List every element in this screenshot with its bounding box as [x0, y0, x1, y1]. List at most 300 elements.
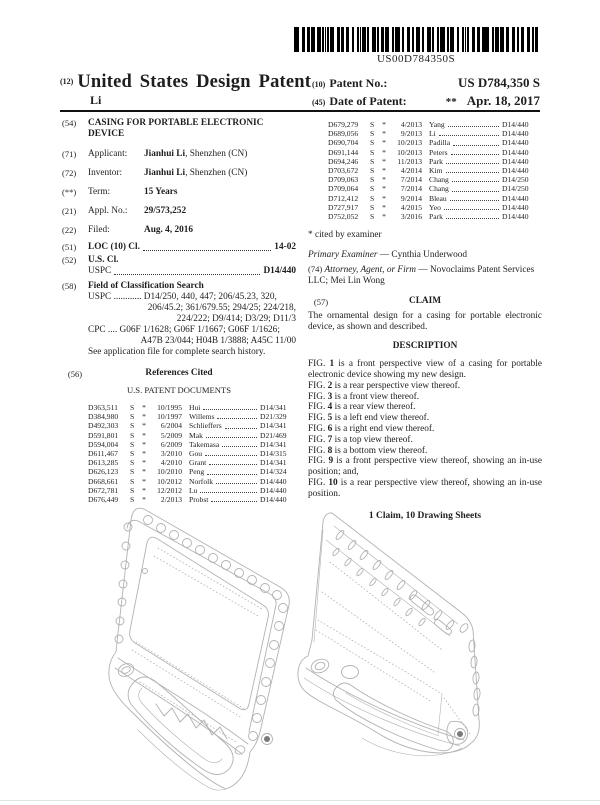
- ref-inventor-name: Chang: [429, 175, 449, 185]
- appl-no-value: 29/573,252: [144, 206, 187, 216]
- ref-patent-number: D679,279: [328, 120, 359, 129]
- fig-prefix: FIG.: [308, 359, 326, 370]
- applicant-location: , Shenzhen (CN): [185, 149, 248, 159]
- field-uspc-line1: USPC ............ D14/250, 440, 447; 206/45.23, 320,: [88, 292, 277, 302]
- fig-number: 5: [327, 413, 333, 424]
- field-num-22: (22): [62, 225, 77, 235]
- fig-prefix: FIG.: [308, 391, 326, 402]
- ref-date: 6/2009: [160, 439, 182, 449]
- ref-inventor-name: Padilla: [429, 138, 451, 148]
- reference-row: [328, 184, 538, 193]
- ref-classification: D21/469: [260, 430, 287, 440]
- ref-date: 9/2013: [400, 129, 422, 139]
- dot-leader: [225, 428, 257, 429]
- field-num-74: (74): [308, 264, 323, 275]
- ref-examiner-star: *: [382, 138, 386, 148]
- field-cpc-line1: CPC .... G06F 1/1628; G06F 1/1667; G06F 1/1626;: [88, 325, 280, 335]
- ref-inventor-name: Park: [429, 212, 443, 222]
- claims-sheets-note: 1 Claim, 10 Drawing Sheets: [368, 510, 482, 521]
- description-heading: DESCRIPTION: [392, 341, 458, 352]
- fig-text: is a rear perspective view thereof.: [334, 380, 461, 391]
- filed-value: Aug. 4, 2016: [144, 225, 194, 235]
- ref-date: 7/2014: [400, 184, 422, 194]
- ref-kind-code: S: [370, 138, 375, 148]
- attorney-name: Novoclaims Patent Services LLC; Mei Lin Wong: [308, 265, 535, 287]
- ref-examiner-star: *: [382, 193, 386, 203]
- field-search-label: Field of Classification Search: [88, 281, 204, 291]
- inventor-name: Jianhui Li: [144, 168, 186, 178]
- dot-leader: [451, 154, 499, 155]
- ref-classification: D14/250: [502, 184, 529, 194]
- fig-number: 3: [327, 391, 333, 402]
- right-column: [308, 118, 542, 522]
- dot-leader: [209, 464, 257, 465]
- ref-kind-code: S: [370, 120, 375, 129]
- ref-date: 6/2004: [160, 421, 182, 431]
- ref-examiner-star: *: [142, 458, 146, 468]
- ref-examiner-star: *: [142, 421, 146, 431]
- fig-prefix: FIG.: [308, 424, 326, 435]
- dot-leader: [205, 455, 257, 456]
- date-of-patent-label: Date of Patent:: [329, 94, 407, 108]
- section-number-45: (45): [312, 98, 326, 107]
- ref-kind-code: S: [130, 495, 135, 505]
- ref-patent-number: D709,064: [328, 184, 359, 194]
- ref-kind-code: S: [130, 467, 135, 477]
- ref-examiner-star: *: [382, 212, 386, 222]
- ref-examiner-star: *: [382, 147, 386, 157]
- ref-date: 10/2010: [157, 467, 182, 477]
- ref-patent-number: D709,063: [328, 175, 359, 185]
- primary-examiner-label: Primary Examiner: [308, 250, 378, 261]
- figure-description-line: [308, 424, 542, 435]
- ref-patent-number: D727,917: [328, 202, 359, 212]
- field-num-71: (71): [62, 149, 77, 159]
- field-appl-no: [62, 206, 296, 217]
- field-num-57: (57): [313, 297, 329, 308]
- ref-examiner-star: *: [382, 129, 386, 139]
- inventor-location: , Shenzhen (CN): [185, 168, 248, 178]
- field-loc-class: [62, 242, 296, 253]
- ref-kind-code: S: [130, 412, 135, 422]
- claim-text: The ornamental design for a casing for portable electronic device, as shown and described.: [308, 311, 542, 333]
- ref-patent-number: D691,144: [328, 147, 359, 157]
- ref-inventor-name: Yeo: [429, 202, 441, 212]
- ref-classification: D14/440: [260, 495, 287, 505]
- ref-date: 10/2013: [397, 147, 422, 157]
- dot-leader: [446, 218, 499, 219]
- ref-kind-code: S: [370, 193, 375, 203]
- uspc-value: D14/440: [263, 266, 296, 276]
- figure-1-svg: [100, 492, 312, 800]
- ref-examiner-star: *: [142, 476, 146, 486]
- dot-leader: [207, 474, 257, 475]
- ref-date: 3/2016: [400, 212, 422, 222]
- field-num-72: (72): [62, 168, 77, 178]
- fig-number: 10: [328, 478, 338, 488]
- fig-prefix: FIG.: [308, 380, 326, 391]
- fig-number: 6: [327, 424, 333, 435]
- ref-date: 10/2012: [157, 476, 182, 486]
- reference-row: [88, 403, 296, 412]
- field-us-class: [62, 255, 296, 277]
- ref-inventor-name: Gou: [189, 449, 203, 459]
- ref-date: 9/2014: [400, 193, 422, 203]
- term-value: 15 Years: [144, 187, 178, 197]
- field-num-58: (58): [62, 281, 77, 291]
- reference-row: [328, 148, 538, 157]
- ref-kind-code: S: [130, 421, 135, 431]
- reference-row: [328, 120, 538, 129]
- ref-classification: D14/440: [502, 147, 529, 157]
- attorney-label: Attorney, Agent, or Firm: [324, 265, 416, 276]
- references-cited-heading: [62, 368, 296, 379]
- figure-1-front-perspective-drawing: [100, 492, 312, 805]
- fig-text: is a rear view thereof.: [334, 402, 416, 413]
- inventor-surname: Li: [90, 93, 102, 107]
- us-patent-documents-subheading: U.S. PATENT DOCUMENTS: [126, 385, 232, 395]
- ref-patent-number: D492,303: [88, 421, 119, 431]
- figure-description-line: [308, 446, 542, 457]
- field-num-54: (54): [62, 118, 77, 128]
- ref-classification: D14/440: [502, 166, 529, 176]
- ref-kind-code: S: [130, 430, 135, 440]
- field-num-51: (51): [62, 242, 77, 252]
- dot-leader: [216, 483, 257, 484]
- applicant-label: Applicant:: [88, 149, 128, 159]
- references-table-right: [328, 120, 538, 221]
- ref-inventor-name: Takemasa: [189, 439, 220, 449]
- ref-patent-number: D613,285: [88, 458, 119, 468]
- field-term: [62, 187, 296, 198]
- ref-patent-number: D626,123: [88, 467, 119, 477]
- primary-examiner-line: [308, 250, 542, 261]
- field-uspc-line2: 206/45.2; 361/679.55; 294/25; 224/218,: [147, 303, 296, 313]
- figure-description-line: [308, 359, 542, 381]
- ref-patent-number: D384,980: [88, 412, 119, 422]
- fig-text: is a right end view thereof.: [334, 424, 435, 435]
- ref-classification: D14/440: [502, 193, 529, 203]
- figure-description-line: [308, 402, 542, 413]
- ref-inventor-name: Lu: [189, 485, 198, 495]
- ref-classification: D21/329: [260, 412, 287, 422]
- figure-2-svg: [292, 500, 507, 800]
- ref-classification: D14/440: [260, 476, 287, 486]
- ref-classification: D14/341: [260, 421, 287, 431]
- header-right: [312, 72, 540, 111]
- figure-description-line: [308, 413, 542, 424]
- ref-kind-code: S: [370, 129, 375, 139]
- invention-title-line2: DEVICE: [88, 129, 125, 139]
- dot-leader: [452, 181, 499, 182]
- two-column-body: [62, 118, 542, 522]
- section-number-10: (10): [312, 80, 326, 89]
- ref-kind-code: S: [370, 166, 375, 176]
- ref-classification: D14/440: [502, 156, 529, 166]
- reference-row: [88, 431, 296, 440]
- reference-row: [88, 421, 296, 430]
- ref-patent-number: D672,781: [88, 485, 119, 495]
- ref-kind-code: S: [370, 175, 375, 185]
- reference-row: [88, 458, 296, 467]
- references-cited-title: References Cited: [145, 368, 213, 378]
- reference-row: [328, 157, 538, 166]
- field-num-56: (56): [67, 369, 83, 379]
- ref-classification: D14/250: [502, 175, 529, 185]
- ref-examiner-star: *: [142, 430, 146, 440]
- ref-patent-number: D694,246: [328, 156, 359, 166]
- ref-inventor-name: Kim: [429, 166, 443, 176]
- left-column: [62, 118, 296, 522]
- ref-date: 7/2014: [400, 175, 422, 185]
- appl-no-label: Appl. No.:: [88, 206, 128, 216]
- reference-row: [328, 129, 538, 138]
- dot-leader: [222, 446, 257, 447]
- field-uspc-line3: 224/222; D9/414; D3/29; D11/3: [176, 314, 296, 324]
- reference-row: [88, 467, 296, 476]
- ref-patent-number: D591,801: [88, 430, 119, 440]
- field-cpc-line2: A47B 23/044; H04B 1/3888; A45C 11/00: [140, 336, 296, 346]
- ref-inventor-name: Bleau: [429, 193, 447, 203]
- references-table-left: [88, 403, 296, 504]
- ref-examiner-star: *: [382, 166, 386, 176]
- ref-date: 4/2010: [160, 458, 182, 468]
- patent-header: [60, 72, 540, 111]
- ref-patent-number: D703,672: [328, 166, 359, 176]
- ref-examiner-star: *: [142, 412, 146, 422]
- dot-leader: [203, 409, 257, 410]
- ref-patent-number: D668,661: [88, 476, 119, 486]
- ref-kind-code: S: [130, 485, 135, 495]
- field-num-52: (52): [62, 255, 77, 265]
- ref-classification: D14/315: [260, 449, 287, 459]
- fig-number: 8: [327, 445, 333, 456]
- header-divider: [60, 110, 540, 112]
- ref-examiner-star: *: [382, 156, 386, 166]
- fig-prefix: FIG.: [308, 402, 326, 413]
- ref-inventor-name: Norfolk: [189, 476, 214, 486]
- fig-prefix: FIG.: [308, 434, 326, 445]
- ref-inventor-name: Hui: [189, 403, 201, 412]
- fig-number: 4: [327, 402, 333, 413]
- ref-inventor-name: Schlieffers: [189, 421, 222, 431]
- ref-examiner-star: *: [142, 485, 146, 495]
- figure-2-rear-perspective-drawing: [292, 500, 507, 805]
- ref-kind-code: S: [370, 156, 375, 166]
- ref-classification: D14/440: [502, 120, 529, 129]
- ref-kind-code: S: [130, 476, 135, 486]
- field-classification-search: [62, 281, 296, 358]
- field-num-21: (21): [62, 206, 77, 216]
- figure-descriptions: [308, 359, 542, 499]
- ref-examiner-star: *: [382, 202, 386, 212]
- field-title: [62, 118, 296, 140]
- ref-inventor-name: Park: [429, 156, 443, 166]
- ref-date: 4/2013: [400, 120, 422, 129]
- uspc-label: USPC: [88, 266, 112, 276]
- reference-row: [328, 203, 538, 212]
- barcode-text: US00D784350S: [376, 53, 456, 65]
- ref-date: 10/1997: [157, 412, 182, 422]
- fig-text: is a bottom view thereof.: [334, 445, 428, 456]
- fig-prefix: FIG.: [308, 445, 326, 456]
- ref-inventor-name: Yang: [429, 120, 445, 129]
- ref-classification: D14/341: [260, 458, 287, 468]
- dot-leader: [452, 191, 499, 192]
- dot-leader: [143, 250, 271, 251]
- fig-number: 1: [329, 359, 335, 370]
- filed-label: Filed:: [88, 225, 110, 235]
- ref-inventor-name: Probst: [189, 495, 209, 505]
- reference-row: [328, 166, 538, 175]
- ref-date: 10/1995: [157, 403, 182, 412]
- dot-leader: [206, 437, 257, 438]
- figure-description-line: [308, 435, 542, 446]
- ref-classification: D14/440: [502, 212, 529, 222]
- reference-row: [328, 194, 538, 203]
- applicant-name: Jianhui Li: [144, 149, 186, 159]
- ref-kind-code: S: [130, 458, 135, 468]
- field-search-note: See application file for complete search history.: [88, 347, 266, 357]
- figure-description-line: [308, 456, 542, 478]
- reference-row: [88, 412, 296, 421]
- ref-date: 4/2014: [400, 166, 422, 176]
- ref-examiner-star: *: [382, 184, 386, 194]
- reference-row: [88, 449, 296, 458]
- claim-title: CLAIM: [408, 296, 442, 307]
- patent-date: Apr. 18, 2017: [466, 93, 540, 108]
- ref-patent-number: D594,004: [88, 439, 119, 449]
- attorney-line: [308, 264, 542, 287]
- figure-description-line: [308, 381, 542, 392]
- barcode: [292, 27, 540, 65]
- ref-date: 5/2009: [160, 430, 182, 440]
- ref-kind-code: S: [370, 147, 375, 157]
- ref-kind-code: S: [130, 449, 135, 459]
- ref-patent-number: D712,412: [328, 193, 359, 203]
- fig-number: 2: [327, 380, 333, 391]
- loc-value: 14-02: [274, 242, 296, 252]
- fig-text: is a front perspective view thereof, showing an in-use position; and,: [308, 456, 542, 478]
- field-applicant: [62, 149, 296, 160]
- ref-inventor-name: Peters: [429, 147, 448, 157]
- ref-inventor-name: Peng: [189, 467, 205, 477]
- ref-examiner-star: *: [382, 120, 386, 129]
- reference-row: [88, 440, 296, 449]
- ref-inventor-name: Mak: [189, 430, 203, 440]
- ref-patent-number: D689,056: [328, 129, 359, 139]
- dot-leader: [114, 274, 260, 275]
- ref-kind-code: S: [370, 202, 375, 212]
- claim-heading: [308, 296, 542, 307]
- section-number-12: (12): [60, 77, 74, 86]
- ref-date: 4/2015: [400, 202, 422, 212]
- reference-row: [328, 212, 538, 221]
- dot-leader: [217, 418, 257, 419]
- dot-leader: [444, 209, 499, 210]
- fig-prefix: FIG.: [308, 413, 326, 424]
- ref-date: 10/2013: [397, 138, 422, 148]
- ref-date: 2/2013: [160, 495, 182, 505]
- field-inventor: [62, 168, 296, 179]
- header-left: [60, 72, 312, 111]
- ref-classification: D14/341: [260, 403, 287, 412]
- ref-kind-code: S: [130, 439, 135, 449]
- ref-kind-code: S: [370, 212, 375, 222]
- fig-prefix: FIG.: [308, 478, 326, 488]
- ref-examiner-star: *: [142, 439, 146, 449]
- ref-kind-code: S: [370, 184, 375, 194]
- ref-examiner-star: *: [382, 175, 386, 185]
- fig-text: is a rear perspective view thereof, showing an in-use position.: [308, 478, 543, 499]
- ref-classification: D14/440: [502, 129, 529, 139]
- fig-text: is a left end view thereof.: [334, 413, 430, 424]
- ref-examiner-star: *: [142, 467, 146, 477]
- ref-classification: D14/440: [502, 138, 529, 148]
- dot-leader: [446, 172, 499, 173]
- dot-leader: [448, 126, 499, 127]
- ref-inventor-name: Li: [429, 129, 436, 139]
- fig-text: is a front view thereof.: [334, 391, 420, 402]
- ref-patent-number: D690,704: [328, 138, 359, 148]
- ref-classification: D14/440: [502, 202, 529, 212]
- reference-row: [328, 175, 538, 184]
- date-stars: **: [445, 96, 457, 108]
- figure-description-line: [308, 478, 542, 500]
- dot-leader: [453, 145, 499, 146]
- ref-inventor-name: Grant: [189, 458, 207, 468]
- dot-leader: [439, 135, 499, 136]
- ref-patent-number: D676,449: [88, 495, 119, 505]
- cited-by-examiner-note: * cited by examiner: [308, 230, 382, 241]
- patent-no-label: Patent No.:: [329, 76, 388, 90]
- term-label: Term:: [88, 187, 111, 197]
- figure-description-line: [308, 392, 542, 403]
- ref-patent-number: D752,052: [328, 212, 359, 222]
- ref-inventor-name: Willems: [189, 412, 215, 422]
- fig-text: is a top view thereof.: [334, 434, 413, 445]
- fig-text: is a front perspective view of a casing for portable electronic device showing my new design.: [308, 359, 542, 381]
- barcode-bars: [294, 27, 538, 52]
- uscl-label: U.S. Cl.: [88, 255, 119, 265]
- ref-patent-number: D611,467: [88, 449, 118, 459]
- inventor-label: Inventor:: [88, 168, 123, 178]
- ref-examiner-star: *: [142, 449, 146, 459]
- fig-number: 7: [327, 434, 333, 445]
- ref-classification: D14/440: [260, 485, 287, 495]
- fig-prefix: FIG.: [308, 456, 326, 467]
- field-filed: [62, 225, 296, 236]
- ref-examiner-star: *: [142, 403, 146, 412]
- reference-row: [88, 477, 296, 486]
- ref-classification: D14/341: [260, 439, 287, 449]
- ref-date: 3/2010: [160, 449, 182, 459]
- dot-leader: [446, 163, 499, 164]
- ref-patent-number: D363,511: [88, 403, 118, 412]
- invention-title-line1: CASING FOR PORTABLE ELECTRONIC: [88, 118, 264, 128]
- ref-examiner-star: *: [142, 495, 146, 505]
- ref-date: 12/2012: [157, 485, 182, 495]
- dash: —: [418, 265, 428, 276]
- dot-leader: [450, 200, 499, 201]
- ref-inventor-name: Chang: [429, 184, 449, 194]
- ref-kind-code: S: [130, 403, 135, 412]
- primary-examiner-name: Cynthia Underwood: [391, 250, 468, 261]
- patent-office-title: United States Design Patent: [77, 72, 312, 92]
- loc-label: LOC (10) Cl.: [88, 242, 140, 252]
- dash: —: [379, 250, 390, 261]
- patent-number: US D784,350 S: [458, 75, 540, 90]
